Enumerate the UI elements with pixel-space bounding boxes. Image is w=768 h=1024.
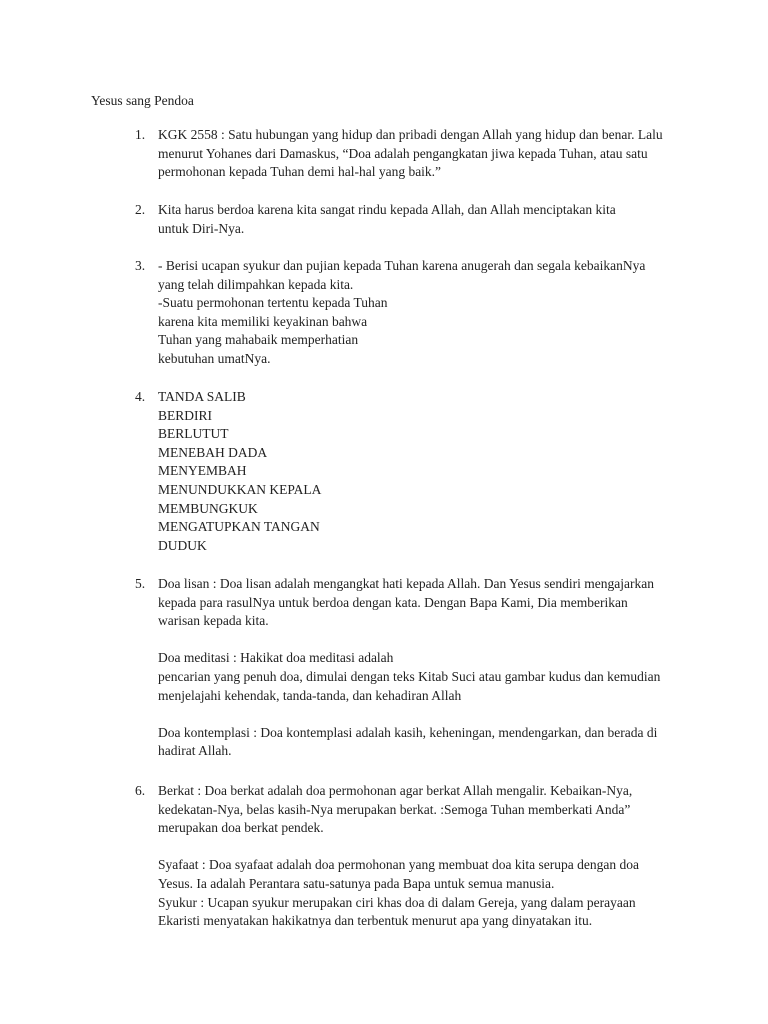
list-item-text xyxy=(158,782,698,931)
text-line: Doa meditasi : Hakikat doa meditasi adalah xyxy=(158,650,394,666)
text-line: TANDA SALIB xyxy=(158,389,246,404)
text-line: pencarian yang penuh doa, dimulai dengan teks Kitab Suci atau gambar kudus dan kemudian xyxy=(158,668,661,684)
text-line: - Berisi ucapan syukur dan pujian kepada Tuhan karena anugerah dan segala kebaikanNya xyxy=(158,258,646,273)
text-line: Ekaristi menyatakan hakikatnya dan terbentuk menurut apa yang dinyatakan itu. xyxy=(158,913,593,929)
paragraph-gap xyxy=(158,705,698,724)
text-line: MENYEMBAH xyxy=(158,463,247,479)
text-line: Doa kontemplasi : Doa kontemplasi adalah kasih, keheningan, mendengarkan, dan berada di xyxy=(158,724,658,740)
text-line: Yesus. Ia adalah Perantara satu-satunya pada Bapa untuk semua manusia. xyxy=(158,875,555,891)
text-line: hadirat Allah. xyxy=(158,743,232,759)
text-line: karena kita memiliki keyakinan bahwa xyxy=(158,313,368,329)
list-number: 2. xyxy=(135,202,146,217)
text-line: MEMBUNGKUK xyxy=(158,500,258,516)
text-line: kebutuhan umatNya. xyxy=(158,350,271,366)
text-line: Syafaat : Doa syafaat adalah doa permohonan yang membuat doa kita serupa dengan doa xyxy=(158,857,639,873)
list-number: 5. xyxy=(135,576,146,591)
paragraph-gap xyxy=(158,838,698,857)
text-line: Tuhan yang mahabaik memperhatian xyxy=(158,332,359,348)
list-item-text xyxy=(158,575,698,761)
list-number: 6. xyxy=(135,783,146,798)
text-line: BERLUTUT xyxy=(158,426,229,442)
text-line: Berkat : Doa berkat adalah doa permohonan agar berkat Allah mengalir. Kebaikan-Nya, xyxy=(158,783,633,798)
text-line: merupakan doa berkat pendek. xyxy=(158,820,324,836)
list-item-text xyxy=(158,201,698,238)
text-line: menjelajahi kehendak, tanda-tanda, dan kehadiran Allah xyxy=(158,687,462,703)
text-line: BERDIRI xyxy=(158,407,212,423)
text-line: -Suatu permohonan tertentu kepada Tuhan xyxy=(158,295,388,311)
text-line: Kita harus berdoa karena kita sangat rindu kepada Allah, dan Allah menciptakan kita xyxy=(158,202,616,217)
list-number: 4. xyxy=(135,389,146,404)
list-item-text xyxy=(158,388,698,555)
list-number: 3. xyxy=(135,258,146,273)
text-line: Syukur : Ucapan syukur merupakan ciri khas doa di dalam Gereja, yang dalam perayaan xyxy=(158,894,636,910)
text-line: MENGATUPKAN TANGAN xyxy=(158,519,320,535)
text-line: permohonan kepada Tuhan demi hal-hal yang baik.” xyxy=(158,164,442,180)
list-item-text xyxy=(158,257,698,369)
list-number: 1. xyxy=(135,127,146,142)
text-line: Doa lisan : Doa lisan adalah mengangkat hati kepada Allah. Dan Yesus sendiri mengajarkan xyxy=(158,576,654,591)
list-item-text xyxy=(158,126,698,182)
text-line: MENUNDUKKAN KEPALA xyxy=(158,481,322,497)
text-line: warisan kepada kita. xyxy=(158,613,269,629)
text-line: KGK 2558 : Satu hubungan yang hidup dan pribadi dengan Allah yang hidup dan benar. Lalu xyxy=(158,127,663,142)
text-line: kepada para rasulNya untuk berdoa dengan kata. Dengan Bapa Kami, Dia memberikan xyxy=(158,594,628,610)
text-line: kedekatan-Nya, belas kasih-Nya merupakan berkat. :Semoga Tuhan memberkati Anda” xyxy=(158,801,631,817)
text-line: untuk Diri-Nya. xyxy=(158,220,245,236)
paragraph-gap xyxy=(158,631,698,650)
text-line: menurut Yohanes dari Damaskus, “Doa adalah pengangkatan jiwa kepada Tuhan, atau satu xyxy=(158,145,648,161)
document-title: Yesus sang Pendoa xyxy=(91,93,194,108)
text-line: DUDUK xyxy=(158,537,207,553)
text-line: MENEBAH DADA xyxy=(158,444,268,460)
text-line: yang telah dilimpahkan kepada kita. xyxy=(158,276,354,292)
